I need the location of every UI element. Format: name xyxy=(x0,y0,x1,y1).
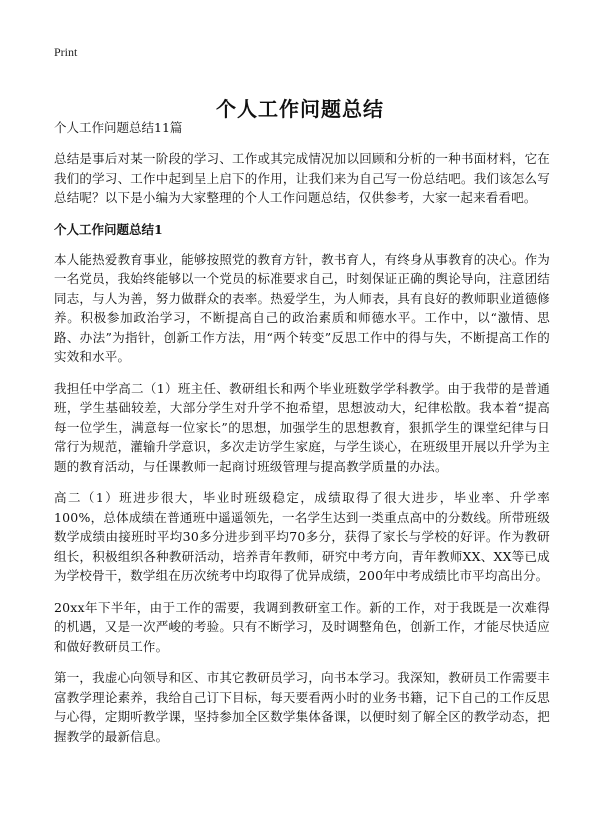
article-subtitle: 个人工作问题总结11篇 xyxy=(54,120,183,135)
article-body xyxy=(54,118,550,758)
body-paragraph: 20xx年下半年，由于工作的需要，我调到教研室工作。新的工作，对于我既是一次难得的机遇，又是一次严峻的考验。只有不断学习，及时调整角色，创新工作，才能尽快适应和做好教研员工作。 xyxy=(54,599,550,654)
body-paragraph: 我担任中学高二（1）班主任、教研组长和两个毕业班数学学科教学。由于我带的是普通班，学生基础较差，大部分学生对升学不抱希望，思想波动大，纪律松散。我本着“提高每一位学生，满意每一位家长”的思想，加强学生的思想教育，狠抓学生的课堂纪律与日常行为规范，灌输升学意识，多次走访学生家庭，与学生谈心，在班级里开展以升学为主题的教育活动，与任课教师一起商讨班级管理与提高教学质量的办法。 xyxy=(54,380,550,474)
intro-paragraph: 总结是事后对某一阶段的学习、工作或其完成情况加以回顾和分析的一种书面材料，它在我们的学习、工作中起到呈上启下的作用，让我们来为自己写一份总结吧。我们该怎么写总结呢？以下是小编为大家整理的个人工作问题总结，仅供参考，大家一起来看看吧。 xyxy=(54,151,550,205)
page-title: 个人工作问题总结 xyxy=(216,97,384,122)
body-paragraph: 第一，我虚心向领导和区、市其它教研员学习，向书本学习。我深知，教研员工作需要丰富教学理论素养，我给自己订下目标，每天要看两小时的业务书籍，记下自己的工作反思与心得，定期听教学课，坚持参加全区数学集体备课，以便时刻了解全区的教学动态，把握教学的最新信息。 xyxy=(54,670,550,744)
section-heading: 个人工作问题总结1 xyxy=(54,221,163,237)
body-paragraph: 高二（1）班进步很大，毕业时班级稳定，成绩取得了很大进步，毕业率、升学率100%，总体成绩在普通班中遥遥领先，一名学生达到一类重点高中的分数线。所带班级数学成绩由接班时平均30多分进步到平均70多分，获得了家长与学校的好评。作为教研组长，积极组织各种教研活动，培养青年教师，研究中考方向，青年教师XX、XX等已成为学校骨干，数学组在历次统考中均取得了优异成绩，200年中考成绩比市平均高出分。 xyxy=(54,490,550,583)
body-paragraph: 本人能热爱教育事业，能够按照党的教育方针，教书育人，有终身从事教育的决心。作为一名党员，我始终能够以一个党员的标准要求自己，时刻保证正确的舆论导向，注意团结同志，与人为善，努力做群众的表率。热爱学生，为人师表，具有良好的教师职业道德修养。积极参加政治学习，不断提高自己的政治素质和师德水平。工作中，以“激情、思路、办法”为指针，创新工作方法，用“两个转变”反思工作中的得与失，不断提高工作的实效和水平。 xyxy=(54,251,550,364)
print-link[interactable]: Print xyxy=(54,45,78,59)
